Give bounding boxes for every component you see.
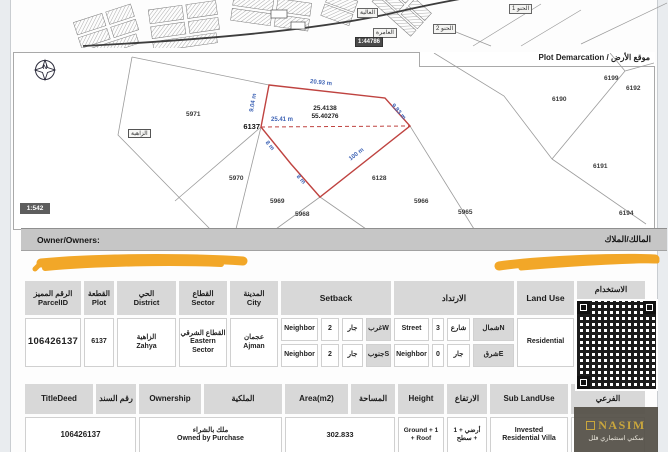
th-sub-landuse: Sub LandUse [490, 384, 568, 414]
svg-text:N: N [42, 65, 48, 71]
td-sub-landuse-line1: Invested [514, 426, 544, 434]
title-deed-table [25, 384, 645, 452]
td-irtidad2-type: Neighbor [394, 344, 429, 367]
parcel-number: 6191 [593, 163, 608, 170]
td-setback2-value: 2 [321, 344, 339, 367]
th-titledeed: TitleDeed [25, 384, 93, 414]
subject-plot-outline [261, 85, 410, 197]
th-parcelid-ar: الرقم المميز [33, 289, 73, 298]
measurement-sw1: 8 m [263, 140, 275, 152]
th-sector-en: Sector [191, 298, 215, 307]
plot-longitude: 55.40276 [311, 113, 339, 120]
qr-finder-bottom-left [577, 376, 590, 389]
td-sub-landuse-line2: Residential Villa [502, 435, 556, 442]
td-sector [179, 318, 227, 367]
th-plot-en: Plot [91, 298, 107, 307]
qr-finder-top-left [577, 301, 590, 314]
th-plot-ar: القطعة [88, 289, 110, 298]
th-istikhdam: الاستخدام [577, 281, 645, 315]
parcel-number: 6128 [372, 175, 387, 182]
parcel-number: 6199 [604, 75, 619, 82]
td-titledeed: 106426137 [25, 417, 136, 452]
overview-map-strip [21, 0, 667, 48]
th-district [117, 281, 176, 315]
parcel-number: 5965 [458, 209, 473, 216]
plot-dashed-diagonal [261, 126, 410, 127]
measurement-mid: 25.41 m [271, 117, 294, 123]
overview-label-alia: العالية [357, 8, 378, 18]
overview-scale: 1:44786 [355, 37, 383, 47]
owner-band [21, 228, 667, 251]
td-irtidad2-type-ar: جار [447, 344, 470, 367]
td-irtidad1-type-ar: شارع [447, 318, 470, 341]
td-sub-landuse [490, 417, 568, 452]
td-irtidad2-value: 0 [432, 344, 444, 367]
owner-label-ar: المالك/الملاك [604, 234, 651, 244]
panel-title: موقع الأرض / Plot Demarcation [419, 52, 655, 67]
td-area: 302.833 [285, 417, 395, 452]
watermark-brand-name: NASIM [598, 417, 646, 432]
th-landuse: Land Use [517, 281, 574, 315]
qr-code [575, 299, 658, 391]
td-height-en: Ground + 1 + Roof [398, 417, 444, 452]
watermark-brand [586, 418, 646, 433]
owner-redaction-marks [21, 250, 667, 282]
parcel-number: 5966 [414, 198, 429, 205]
th-ownership: Ownership [139, 384, 201, 414]
td-district [117, 318, 176, 367]
th-parcelid-en: ParcelID [37, 298, 69, 307]
th-city [230, 281, 278, 315]
th-farai: الفرعي [571, 384, 645, 414]
th-sector-ar: القطاع [192, 289, 214, 298]
td-sector-ar: القطاع الشرقي [180, 329, 226, 337]
td-setback2-type: Neighbor [281, 344, 318, 367]
parcel-number: 5970 [229, 175, 244, 182]
agency-watermark [574, 407, 658, 452]
overview-label-amra: العامرة [373, 28, 397, 38]
th-plot [84, 281, 114, 315]
th-irtidad: الارتداد [394, 281, 514, 315]
td-setback1-value: 2 [321, 318, 339, 341]
parcel-number: 6190 [552, 96, 567, 103]
parcel-number: 6194 [619, 210, 634, 217]
plot-coordinates [296, 105, 354, 121]
north-compass-icon [32, 57, 58, 83]
th-sanad: رقم السند [96, 384, 136, 414]
measurement-west: 9.04 m [249, 93, 259, 113]
watermark-tagline: سكني استثماري فلل [588, 434, 644, 442]
td-district-ar: الزاهية [136, 334, 157, 341]
th-district-en: District [133, 298, 160, 307]
td-irtidad1-direction: شمالN [473, 318, 514, 341]
parcel-number: 5969 [270, 198, 285, 205]
th-height: Height [398, 384, 444, 414]
measurement-se: 100 m [348, 147, 366, 163]
td-setback1-direction: غربW [366, 318, 391, 341]
td-landuse: Residential [517, 318, 574, 367]
td-district-en: Zahya [136, 342, 157, 350]
td-irtidad1-type: Street [394, 318, 429, 341]
td-city [230, 318, 278, 367]
th-city-ar: المدينة [243, 289, 265, 298]
th-sector [179, 281, 227, 315]
th-district-ar: الحي [138, 289, 155, 298]
map-scale: 1:542 [20, 203, 50, 214]
overview-map-drawing [21, 0, 667, 48]
td-setback1-type: Neighbor [281, 318, 318, 341]
measurement-sw2: 8 m [294, 173, 307, 186]
td-parcelid: 106426137 [25, 318, 81, 367]
qr-finder-top-right [643, 301, 656, 314]
td-setback2-direction: جنوبS [366, 344, 391, 367]
parcel-number: 5968 [295, 211, 310, 218]
td-ownership-en: Owned by Purchase [177, 435, 244, 442]
td-plot: 6137 [84, 318, 114, 367]
td-city-en: Ajman [243, 342, 265, 350]
parcel-map-drawing [14, 53, 654, 229]
td-irtidad2-direction: شرقE [473, 344, 514, 367]
subject-plot-number: 6137 [243, 122, 260, 131]
th-city-en: City [246, 298, 262, 307]
parcel-number: 5971 [186, 111, 201, 118]
td-setback1-type-ar: جار [342, 318, 363, 341]
th-setback: Setback [281, 281, 391, 315]
overview-label-hanou2: الحنو 2 [433, 24, 456, 34]
td-ownership-ar: ملك بالشراء [192, 426, 229, 434]
th-area: Area(m2) [285, 384, 348, 414]
owner-label-en: Owner/Owners: [37, 234, 100, 245]
measurement-top: 20.93 m [309, 79, 333, 88]
th-milkiya: الملكية [204, 384, 282, 414]
parcel-number: 6192 [626, 85, 641, 92]
measurement-ne: 9.83 m [389, 103, 407, 122]
th-masaha: المساحة [351, 384, 395, 414]
td-ownership [139, 417, 282, 452]
td-sector-en: Eastern Sector [190, 338, 216, 354]
td-height-ar: أرضي + 1 + سطح [447, 417, 487, 452]
th-irtifa: الارتفاع [447, 384, 487, 414]
overview-label-hanou1: الحنو 1 [509, 4, 532, 14]
watermark-logo-icon [586, 421, 595, 430]
parcel-info-table [25, 281, 645, 367]
qr-pattern [577, 301, 656, 389]
th-parcelid [25, 281, 81, 315]
district-name-box: الزاهية [128, 129, 151, 138]
plot-latitude: 25.4138 [313, 105, 337, 112]
td-irtidad1-value: 3 [432, 318, 444, 341]
td-city-ar: عجمان [243, 334, 264, 341]
plot-demarcation-panel [13, 52, 655, 230]
td-setback2-type-ar: جار [342, 344, 363, 367]
